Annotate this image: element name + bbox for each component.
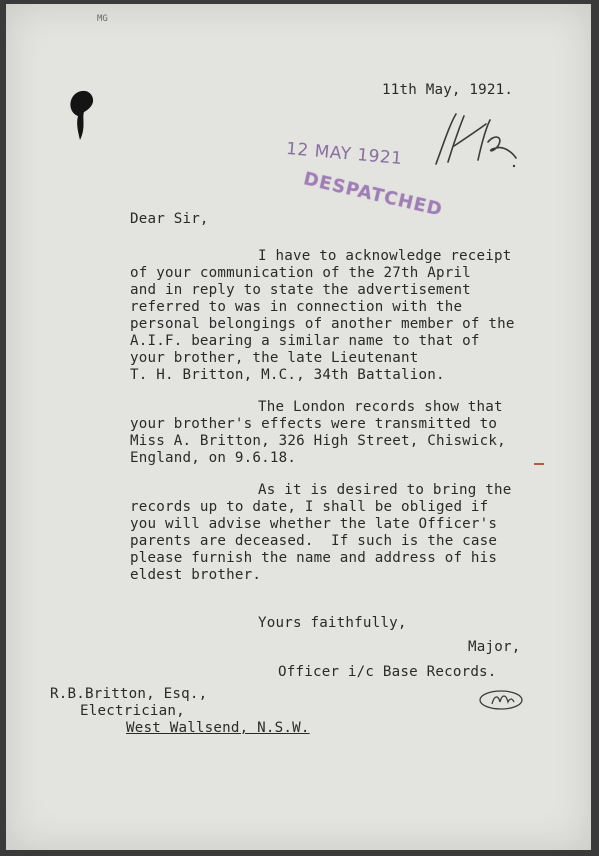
paragraph-line: please furnish the name and address of his: [130, 550, 498, 566]
paragraph-line: your brother's effects were transmitted to: [130, 416, 498, 432]
salutation: Dear Sir,: [130, 211, 209, 227]
received-date-stamp: 12 MAY 1921: [285, 138, 404, 170]
punch-hole-mark: [66, 88, 96, 144]
paragraph-line: you will advise whether the late Officer's: [130, 516, 498, 532]
despatched-stamp: DESPATCHED: [301, 168, 445, 221]
paragraph-line: eldest brother.: [130, 567, 262, 583]
paragraph-line: England, on 9.6.18.: [130, 450, 297, 466]
signatory-office: Officer i/c Base Records.: [278, 664, 497, 680]
paragraph-line: referred to was in connection with the: [130, 299, 463, 315]
paragraph-line: your brother, the late Lieutenant: [130, 350, 419, 366]
paragraph-line: Miss A. Britton, 326 High Street, Chiswick,: [130, 433, 506, 449]
letter-page: [6, 4, 591, 850]
handwritten-initials-circled: [476, 686, 526, 714]
signatory-rank: Major,: [468, 639, 521, 655]
paragraph-line: As it is desired to bring the: [258, 482, 512, 498]
paragraph-line: A.I.F. bearing a similar name to that of: [130, 333, 480, 349]
addressee-occupation: Electrician,: [80, 703, 185, 719]
paragraph-line: personal belongings of another member of the: [130, 316, 515, 332]
paragraph-line: and in reply to state the advertisement: [130, 282, 471, 298]
paragraph-line: T. H. Britton, M.C., 34th Battalion.: [130, 367, 445, 383]
handwritten-initials: [426, 102, 526, 182]
reference-mark: MG: [97, 14, 108, 24]
paragraph-line: The London records show that: [258, 399, 503, 415]
letter-date: 11th May, 1921.: [382, 82, 514, 98]
paragraph-line: I have to acknowledge receipt: [258, 248, 512, 264]
addressee-name: R.B.Britton, Esq.,: [50, 686, 208, 702]
paragraph-line: records up to date, I shall be obliged if: [130, 499, 489, 515]
paragraph-line: of your communication of the 27th April: [130, 265, 471, 281]
paragraph-line: parents are deceased. If such is the case: [130, 533, 498, 549]
closing: Yours faithfully,: [258, 615, 407, 631]
addressee-place: West Wallsend, N.S.W.: [126, 720, 310, 736]
ink-mark: [534, 463, 544, 465]
